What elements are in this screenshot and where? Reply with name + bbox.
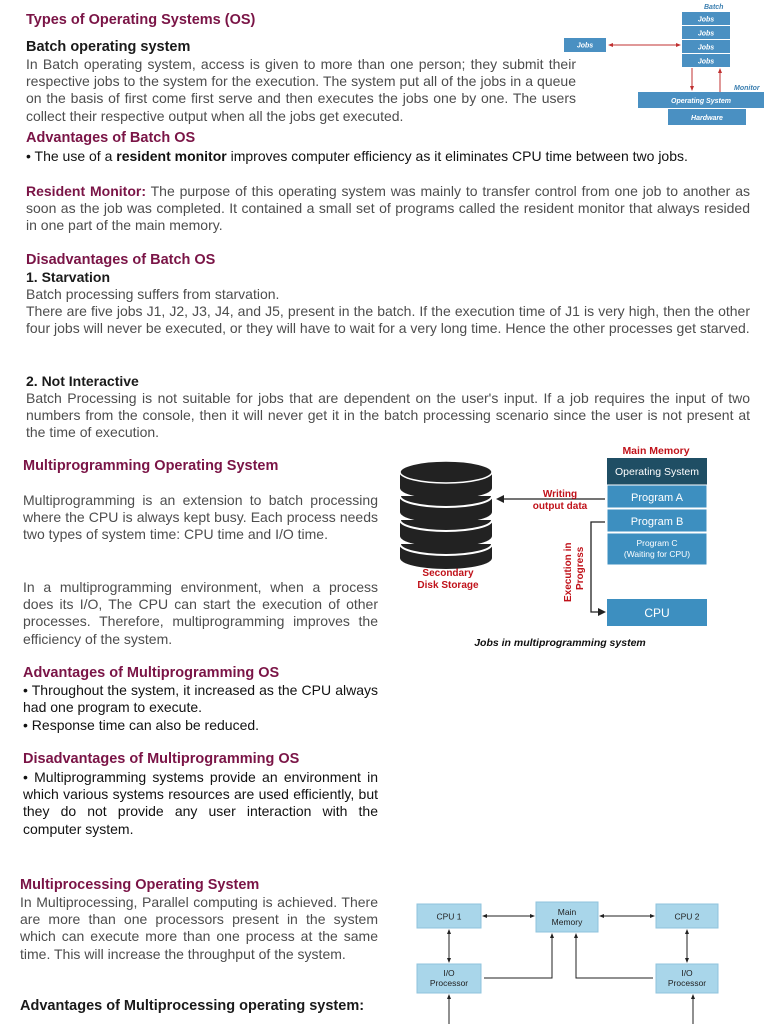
cpu-1-label: CPU 1 xyxy=(436,911,462,922)
main-memory-label-2: Memory xyxy=(551,917,583,927)
multiprocessing-diagram xyxy=(410,896,730,1024)
io-processor-2-label-1: I/O xyxy=(681,968,693,978)
io-processor-1-label-2: Processor xyxy=(429,978,469,988)
starvation-line-1: Batch processing suffers from starvation. xyxy=(26,286,280,302)
cpu-block-label: CPU xyxy=(644,606,670,620)
batch-advantages-heading: Advantages of Batch OS xyxy=(26,130,196,146)
page-title: Types of Operating Systems (OS) xyxy=(26,12,256,28)
starvation-line-2: There are five jobs J1, J2, J3, J4, and J5, present in the batch. If the execution time of J1 is very high, then the other four jobs will never be executed, or they will have to wait for a very long time. Hence the other processes get starved. xyxy=(26,303,750,337)
writing-label-1: Writing xyxy=(542,489,578,500)
multiprogramming-disadvantage-1: • Multiprogramming systems provide an environment in which various systems resources are used efficiently, but they do not provide any user interaction with the computer system. xyxy=(23,769,378,837)
writing-label-2: output data xyxy=(532,501,588,512)
job-label-1: Jobs xyxy=(697,16,715,24)
jobs-arrow-head-left xyxy=(608,43,613,47)
io-processor-2-label-2: Processor xyxy=(667,978,707,988)
execution-label-1: Execution in xyxy=(563,542,574,602)
disk-label-2: Disk Storage xyxy=(417,580,479,591)
job-label-4: Jobs xyxy=(697,58,715,66)
os-bar-label: Operating System xyxy=(671,98,731,105)
multiprocessing-paragraph: In Multiprocessing, Parallel computing is achieved. There are more than one processors present in the system which can execute more than one process at the same time. This will increase the throughput of the system. xyxy=(20,894,378,962)
writing-arrow-head xyxy=(496,495,504,503)
multiprogramming-para-1: Multiprogramming is an extension to batch processing where the CPU is always kept busy. Each process needs two types of system time: CPU time and I/O time. xyxy=(23,492,378,543)
program-c-status: (Waiting for CPU) xyxy=(623,549,691,559)
multiprogramming-heading: Multiprogramming Operating System xyxy=(23,458,279,474)
multiprocessing-heading: Multiprocessing Operating System xyxy=(20,877,260,893)
multiprocessing-advantages-heading: Advantages of Multiprocessing operating system: xyxy=(20,998,365,1014)
jobs-arrow-head-right xyxy=(676,43,681,47)
monitor-label: Monitor xyxy=(734,85,760,92)
job-label-3: Jobs xyxy=(697,44,715,52)
execution-bracket xyxy=(591,522,605,612)
multiprogramming-diagram xyxy=(390,440,720,655)
execution-arrow-head xyxy=(598,608,606,616)
hardware-bar-label: Hardware xyxy=(691,115,723,122)
multiprogramming-para-2: In a multiprogramming environment, when a process does its I/O, The CPU can start the execution of other processes. Therefore, multiprogramming improves the efficiency of the system. xyxy=(23,579,378,647)
multiprogramming-advantages-heading: Advantages of Multiprogramming OS xyxy=(23,665,280,681)
os-block-label: Operating System xyxy=(614,466,700,478)
multiprogramming-advantage-2: • Response time can also be reduced. xyxy=(23,717,260,733)
not-interactive-clip xyxy=(26,390,750,441)
resident-monitor-term: resident monitor xyxy=(116,148,227,164)
batch-os-heading: Batch operating system xyxy=(26,39,191,55)
disk-storage-icon xyxy=(400,461,492,569)
batch-down-arrow-head xyxy=(690,86,694,91)
batch-label: Batch xyxy=(704,4,724,11)
multiprogramming-disadvantages-heading: Disadvantages of Multiprogramming OS xyxy=(23,751,300,767)
disk-label-1: Secondary xyxy=(422,568,474,579)
main-memory-label-1: Main xyxy=(557,907,577,917)
batch-os-paragraph: In Batch operating system, access is given to more than one person; they submit their respective jobs to the system for the execution. The system put all of the jobs in a queue on the basis of first come first serve and then executes the jobs one by one. The users collect their respective output when all the jobs get executed. xyxy=(26,56,576,124)
not-interactive-paragraph: Batch Processing is not suitable for jobs that are dependent on the user's input. If a job requires the input of two numbers from the console, then it will never get it in the batch processing scenario since the user is not present at the time of execution. xyxy=(26,390,750,441)
resident-monitor-label: Resident Monitor: xyxy=(26,183,146,199)
io-processor-1-label-1: I/O xyxy=(443,968,455,978)
execution-label-2: Progress xyxy=(575,546,586,590)
resident-monitor-paragraph: Resident Monitor: The purpose of this operating system was mainly to transfer control from one job to another as soon as the job was completed. It contained a small set of programs called the resident monitor that always resided in one part of the main memory. xyxy=(26,183,750,234)
starvation-heading: 1. Starvation xyxy=(26,269,111,285)
batch-advantage-bullet: • The use of a resident monitor improves computer efficiency as it eliminates CPU time between two jobs. xyxy=(26,148,688,164)
not-interactive-heading: 2. Not Interactive xyxy=(26,373,139,389)
diagram-caption: Jobs in multiprogramming system xyxy=(474,637,646,649)
batch-up-arrow-head xyxy=(718,68,722,73)
job-label-2: Jobs xyxy=(697,30,715,38)
main-memory-label: Main Memory xyxy=(622,445,690,457)
batch-disadvantages-heading: Disadvantages of Batch OS xyxy=(26,252,216,268)
jobs-output-label: Jobs xyxy=(576,42,594,50)
cpu-2-label: CPU 2 xyxy=(674,911,700,922)
multiprogramming-advantage-1: • Throughout the system, it increased as the CPU always had one program to execute. xyxy=(23,682,378,716)
program-a-label: Program A xyxy=(631,492,683,504)
batch-system-diagram xyxy=(560,0,768,128)
program-c-label: Program C xyxy=(636,538,678,548)
program-b-label: Program B xyxy=(630,516,684,528)
